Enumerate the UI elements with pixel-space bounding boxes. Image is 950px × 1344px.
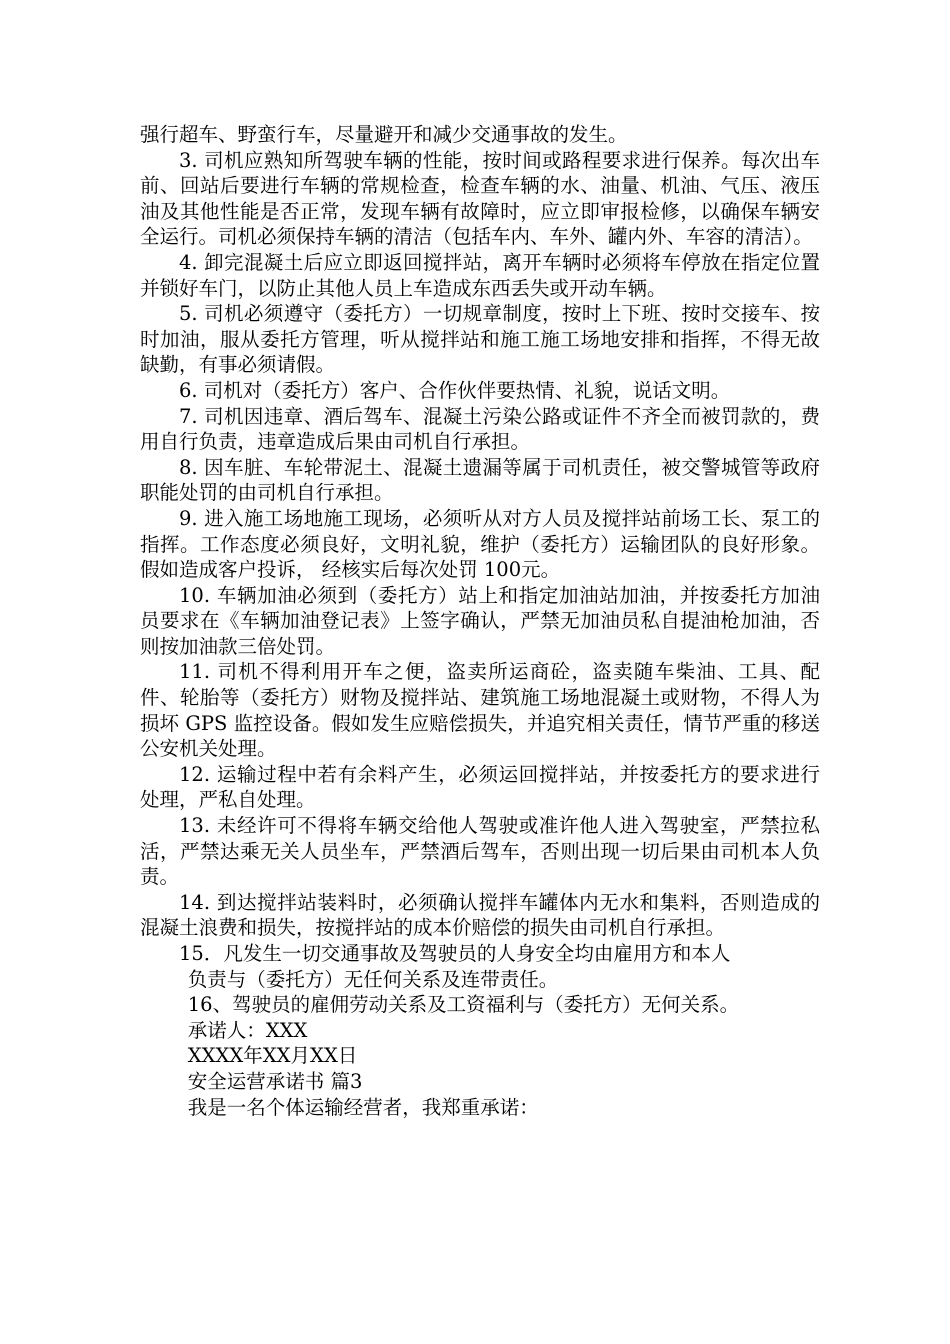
signatory-line: 承诺人：XXX [187, 1018, 308, 1042]
paragraph-item-7: 7. 司机因违章、酒后驾车、混凝土污染公路或证件不齐全而被罚款的，费用自行负责，违章造成后果由司机自行承担。 [140, 404, 820, 454]
paragraph-item-13: 13. 未经许可不得将车辆交给他人驾驶或准许他人进入驾驶室，严禁拉私活，严禁达乘无关人员坐车，严禁酒后驾车，否则出现一切后果由司机本人负责。 [140, 814, 820, 889]
paragraph-item-10: 10. 车辆加油必须到（委托方）站上和指定加油站加油，并按委托方加油员要求在《车辆加油登记表》上签字确认，严禁无加油员私自提油枪加油，否则按加油款三倍处罚。 [140, 583, 820, 658]
date-line: XXXX年XX月XX日 [187, 1044, 358, 1068]
paragraph-item-3: 3. 司机应熟知所驾驶车辆的性能，按时间或路程要求进行保养。每次出车前、回站后要进行车辆的常规检查，检查车辆的水、油量、机油、气压、液压油及其他性能是否正常，发现车辆有故障时，应立即审报检修，以确保车辆安全运行。司机必须保持车辆的清洁（包括车内、车外、罐内外、车容的清洁）。 [140, 148, 820, 249]
paragraph-item-8: 8. 因车脏、车轮带泥土、混凝土遗漏等属于司机责任，被交警城管等政府职能处罚的由司机自行承担。 [140, 455, 820, 505]
pledge-intro: 我是一名个体运输经营者，我郑重承诺： [187, 1095, 539, 1119]
paragraph-item-9: 9. 进入施工场地施工现场，必须听从对方人员及搅拌站前场工长、泵工的指挥。工作态度必须良好，文明礼貌，维护（委托方）运输团队的良好形象。假如造成客户投诉， 经核实后每次处罚 100元。 [140, 506, 820, 582]
paragraph-item-12: 12. 运输过程中若有余料产生，必须运回搅拌站，并按委托方的要求进行处理，严私自处理。 [140, 762, 820, 812]
paragraph-item-16: 16、驾驶员的雇佣劳动关系及工资福利与（委托方）无何关系。 [187, 993, 740, 1017]
paragraph-item-6: 6. 司机对（委托方）客户、合作伙伴要热情、礼貌，说话文明。 [179, 378, 731, 402]
paragraph-item-4: 4. 卸完混凝土后应立即返回搅拌站，离开车辆时必须将车停放在指定位置并锁好车门，以防止其他人员上车造成东西丢失或开动车辆。 [140, 250, 820, 300]
paragraph-item-11: 11. 司机不得利用开车之便，盗卖所运商砼，盗卖随车柴油、工具、配件、轮胎等（委托方）财物及搅拌站、建筑施工场地混凝土或财物，不得人为损坏 GPS 监控设备。假如发生应赔偿损失，并追究相关责任，情节严重的移送公安机关处理。 [140, 660, 820, 761]
paragraph-item-15: 15．凡发生一切交通事故及驾驶员的人身安全均由雇用方和本人 [179, 942, 731, 965]
paragraph-item-5: 5. 司机必须遵守（委托方）一切规章制度，按时上下班、按时交接车、按时加油，服从委托方管理，听从搅拌站和施工施工场地安排和指挥，不得无故缺勤，有事必须请假。 [140, 302, 820, 377]
document-page [140, 122, 820, 1120]
paragraph-continuation: 强行超车、野蛮行车，尽量避开和减少交通事故的发生。 [140, 123, 628, 146]
paragraph-item-14: 14. 到达搅拌站装料时，必须确认搅拌车罐体内无水和集料，否则造成的混凝土浪费和损失，按搅拌站的成本价赔偿的损失由司机自行承担。 [140, 890, 820, 940]
section-title: 安全运营承诺书 篇3 [187, 1069, 363, 1093]
paragraph-item-15-continuation: 负责与（委托方）无任何关系及连带责任。 [187, 967, 559, 991]
